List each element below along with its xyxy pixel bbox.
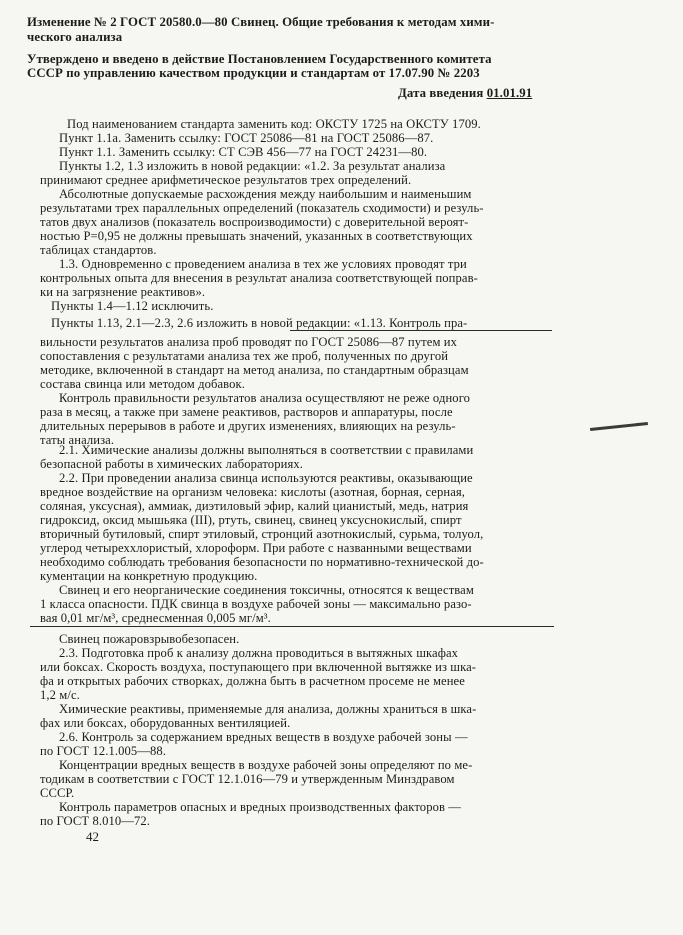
body-line-48: Контроль параметров опасных и вредных производственных факторов — <box>59 800 461 814</box>
body-line-2: Пункт 1.1. Заменить ссылку: СТ СЭВ 456—77 на ГОСТ 24231—80. <box>59 145 428 159</box>
body-line-13: Пункты 1.4—1.12 исключить. <box>51 299 214 313</box>
body-line-31: необходимо соблюдать требования безопасности по нормативно-технической до- <box>40 555 484 569</box>
body-line-41: Химические реактивы, применяемые для анализа, должны храниться в шка- <box>59 702 477 716</box>
margin-mark <box>590 422 648 431</box>
effective-date <box>398 86 532 100</box>
body-line-33: Свинец и его неорганические соединения токсичны, относятся к веществам <box>59 583 474 597</box>
body-line-44: по ГОСТ 12.1.005—88. <box>40 744 167 758</box>
body-line-42: фах или боксах, оборудованных вентиляцией. <box>40 716 291 730</box>
body-line-15: вильности результатов анализа проб проводят по ГОСТ 25086—87 путем их <box>40 335 458 349</box>
body-line-17: методике, включенной в стандарт на метод анализа, по стандартным образцам <box>40 363 469 377</box>
section-rule <box>30 626 554 627</box>
body-line-32: кументации на конкретную продукцию. <box>40 569 258 583</box>
body-line-5: Абсолютные допускаемые расхождения между наибольшим и наименьшим <box>59 187 472 201</box>
body-line-35: вая 0,01 мг/м³, среднесменная 0,005 мг/м³. <box>40 611 271 625</box>
body-line-21: длительных перерывов в работе и других изменениях, влияющих на резуль- <box>40 419 456 433</box>
body-line-34: 1 класса опасности. ПДК свинца в воздухе рабочей зоны — максимально разо- <box>40 597 472 611</box>
paste-edge-rule <box>290 330 552 331</box>
body-line-3: Пункты 1.2, 1.3 изложить в новой редакции: «1.2. За результат анализа <box>59 159 446 173</box>
body-line-30: углерод четыреххлористый, хлороформ. При работе с названными веществами <box>40 541 472 555</box>
body-line-1: Пункт 1.1а. Заменить ссылку: ГОСТ 25086—81 на ГОСТ 25086—87. <box>59 131 434 145</box>
body-line-46: тодикам в соответствии с ГОСТ 12.1.016—79 и утвержденным Минздравом <box>40 772 455 786</box>
body-line-37: 2.3. Подготовка проб к анализу должна проводиться в вытяжных шкафах <box>59 646 459 660</box>
body-line-9: таблицах стандартов. <box>40 243 157 257</box>
body-line-26: вредное воздействие на организм человека: кислоты (азотная, борная, серная, <box>40 485 466 499</box>
body-line-49: по ГОСТ 8.010—72. <box>40 814 151 828</box>
approval-line-1: Утверждено и введено в действие Постановлением Государственного комитета <box>27 52 492 66</box>
body-line-6: результатами трех параллельных определений (показатель сходимости) и резуль- <box>40 201 484 215</box>
body-line-24: безопасной работы в химических лабораториях. <box>40 457 303 471</box>
body-line-20: раза в месяц, а также при замене реактивов, растворов и аппаратуры, после <box>40 405 453 419</box>
title-line-2: ческого анализа <box>27 30 123 44</box>
body-line-40: 1,2 м/с. <box>40 688 80 702</box>
body-line-36: Свинец пожаровзрывобезопасен. <box>59 632 240 646</box>
body-line-28: гидроксид, оксид мышьяка (III), ртуть, свинец, свинец уксуснокислый, спирт <box>40 513 462 527</box>
body-line-8: ностью P=0,95 не должны превышать значений, указанных в соответствующих <box>40 229 473 243</box>
body-line-29: вторичный бутиловый, спирт этиловый, стронций азотнокислый, сурьма, толуол, <box>40 527 484 541</box>
body-line-38: или боксах. Скорость воздуха, поступающего при включенной вытяжке из шка- <box>40 660 477 674</box>
body-line-0: Под наименованием стандарта заменить код: ОКСТУ 1725 на ОКСТУ 1709. <box>67 117 481 131</box>
body-line-7: татов двух анализов (показатель воспроизводимости) с доверительной вероят- <box>40 215 469 229</box>
body-line-43: 2.6. Контроль за содержанием вредных веществ в воздухе рабочей зоны — <box>59 730 468 744</box>
body-line-4: принимают среднее арифметическое результатов трех определений. <box>40 173 412 187</box>
body-line-39: фа и открытых рабочих створках, должна быть в расчетном просеме не менее <box>40 674 465 688</box>
approval-line-2: СССР по управлению качеством продукции и стандартам от 17.07.90 № 2203 <box>27 66 480 80</box>
body-line-14: Пункты 1.13, 2.1—2.3, 2.6 изложить в новой редакции: «1.13. Контроль пра- <box>51 316 468 330</box>
title-line-1: Изменение № 2 ГОСТ 20580.0—80 Свинец. Общие требования к методам хими- <box>27 15 495 29</box>
body-line-47: СССР. <box>40 786 75 800</box>
body-line-16: сопоставления с результатами анализа тех же проб, полученных по другой <box>40 349 449 363</box>
body-line-10: 1.3. Одновременно с проведением анализа в тех же условиях проводят три <box>59 257 467 271</box>
body-line-11: контрольных опыта для внесения в результат анализа соответствующей поправ- <box>40 271 478 285</box>
effective-date-value: 01.01.91 <box>486 86 533 100</box>
page-number: 42 <box>86 829 99 844</box>
body-line-45: Концентрации вредных веществ в воздухе рабочей зоны определяют по ме- <box>59 758 473 772</box>
body-line-18: состава свинца или методом добавок. <box>40 377 245 391</box>
effective-date-label: Дата введения <box>398 86 484 100</box>
body-line-22: таты анализа. <box>40 433 115 447</box>
body-line-12: ки на загрязнение реактивов». <box>40 285 206 299</box>
body-line-23: 2.1. Химические анализы должны выполняться в соответствии с правилами <box>59 443 474 457</box>
body-line-27: соляная, уксусная), аммиак, диэтиловый эфир, калий цианистый, медь, натрия <box>40 499 469 513</box>
body-line-25: 2.2. При проведении анализа свинца используются реактивы, оказывающие <box>59 471 473 485</box>
body-line-19: Контроль правильности результатов анализа осуществляют не реже одного <box>59 391 471 405</box>
